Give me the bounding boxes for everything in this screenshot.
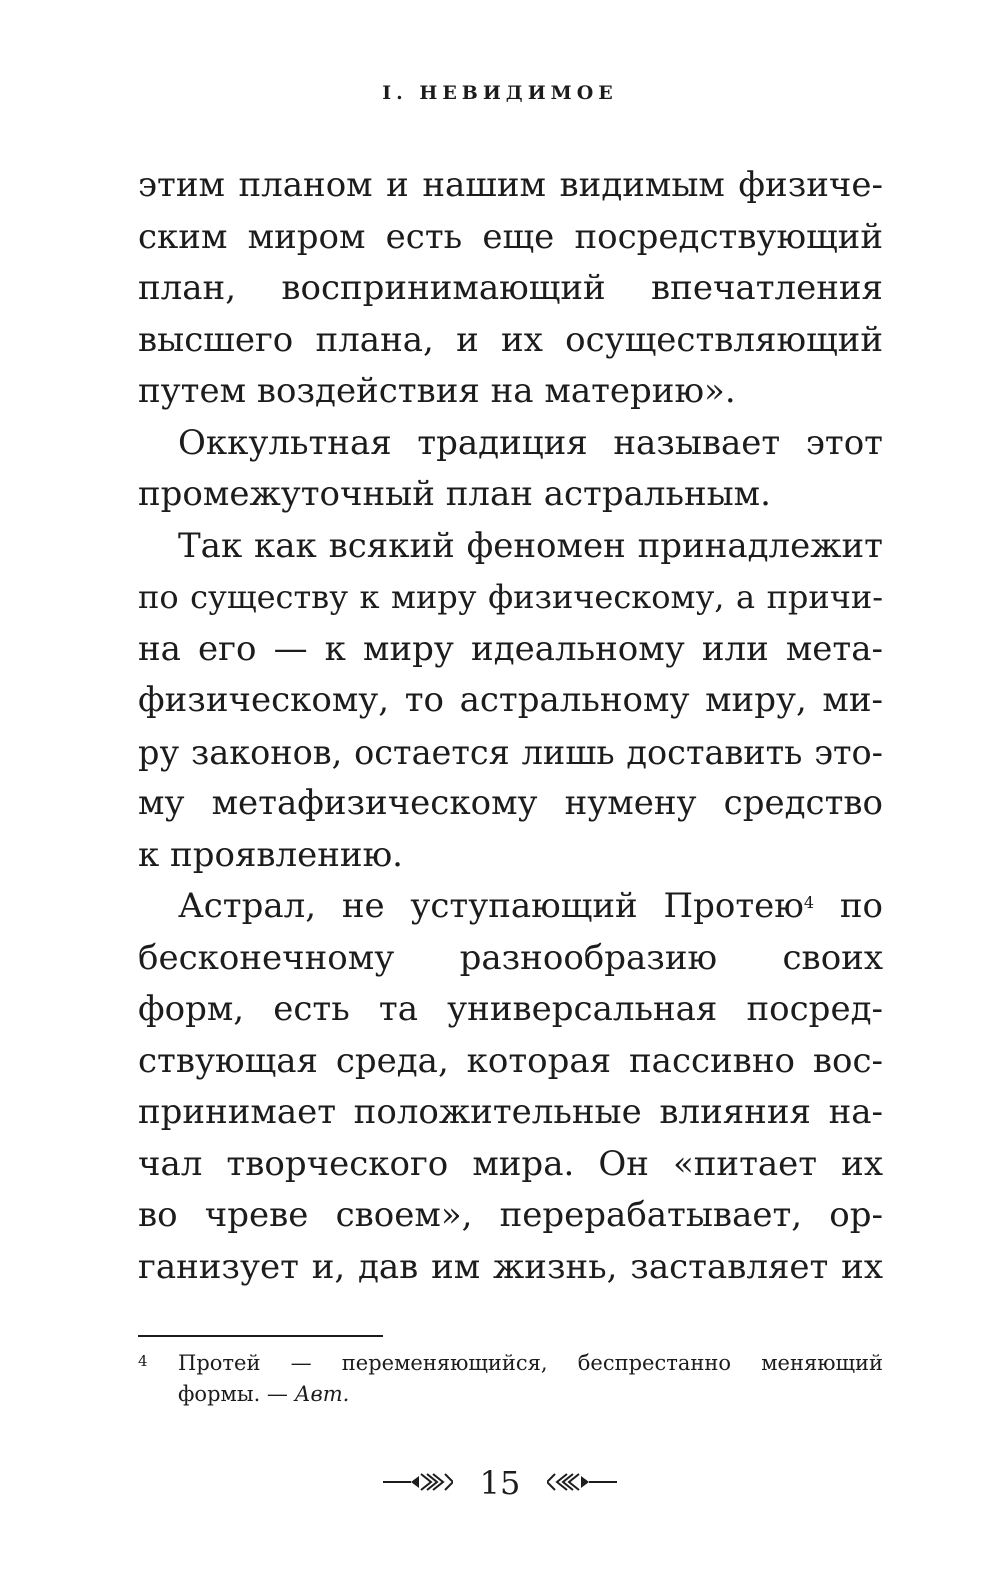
text-line: ствующая среда, которая пассивно вос- [138,1040,883,1081]
footnote-divider [138,1335,383,1337]
text-line: путем воздействия на материю». [138,371,736,411]
text-line: план, воспринимающий впечатления [138,268,883,308]
footnote-reference[interactable]: 4 [803,893,815,912]
footnote [138,1348,883,1410]
text-line: к проявлению. [138,834,403,875]
text-line: му метафизическому нумену средство [138,783,883,823]
text-line: ру законов, остается лишь доставить это- [138,732,883,772]
footnote-text: формы. — [178,1382,288,1406]
paragraph-first-line [138,881,883,933]
running-head: I. НЕВИДИМОЕ [382,82,618,104]
page-number: 15 [479,1463,521,1502]
text-segment: Астрал, не уступающий Протею [178,886,804,926]
folio [0,1460,1000,1503]
text-line: принимает положительные влияния на- [138,1092,883,1132]
text-line: физическому, то астральному миру, ми- [138,680,883,720]
ornament-left-icon [383,1463,453,1503]
paragraph-first-line: Оккультная традиция называет этот [178,422,883,463]
text-line: ганизует и, дав им жизнь, заставляет их [138,1246,883,1287]
text-line: во чреве своем», перерабатывает, ор- [138,1195,883,1235]
ornament-right-icon [547,1463,617,1503]
text-line: на его — к миру идеальному или мета- [138,628,883,669]
footnote-text: Протей — переменяющийся, беспрестанно меняющий [178,1351,883,1375]
text-line: форм, есть та универсальная посред- [138,989,883,1029]
text-line: этим планом и нашим видимым физиче- [138,165,883,205]
text-line: ским миром есть еще посредствующий [138,216,883,257]
text-line: промежуточный план астральным. [138,474,771,514]
body-text [138,160,883,1293]
text-segment: по [839,886,883,926]
paragraph-first-line: Так как всякий феномен принадлежит [178,525,883,566]
text-line: чал творческого мира. Он «питает их [138,1143,883,1184]
footnote-line [138,1379,883,1410]
text-line: бесконечному разнообразию своих [138,937,883,978]
footnote-author: Авт. [294,1382,350,1406]
text-line: по существу к миру физическому, а причи- [138,578,883,616]
footnote-mark: 4 [138,1352,148,1370]
text-line: высшего плана, и их осуществляющий [138,319,883,360]
footnote-line [138,1348,883,1379]
